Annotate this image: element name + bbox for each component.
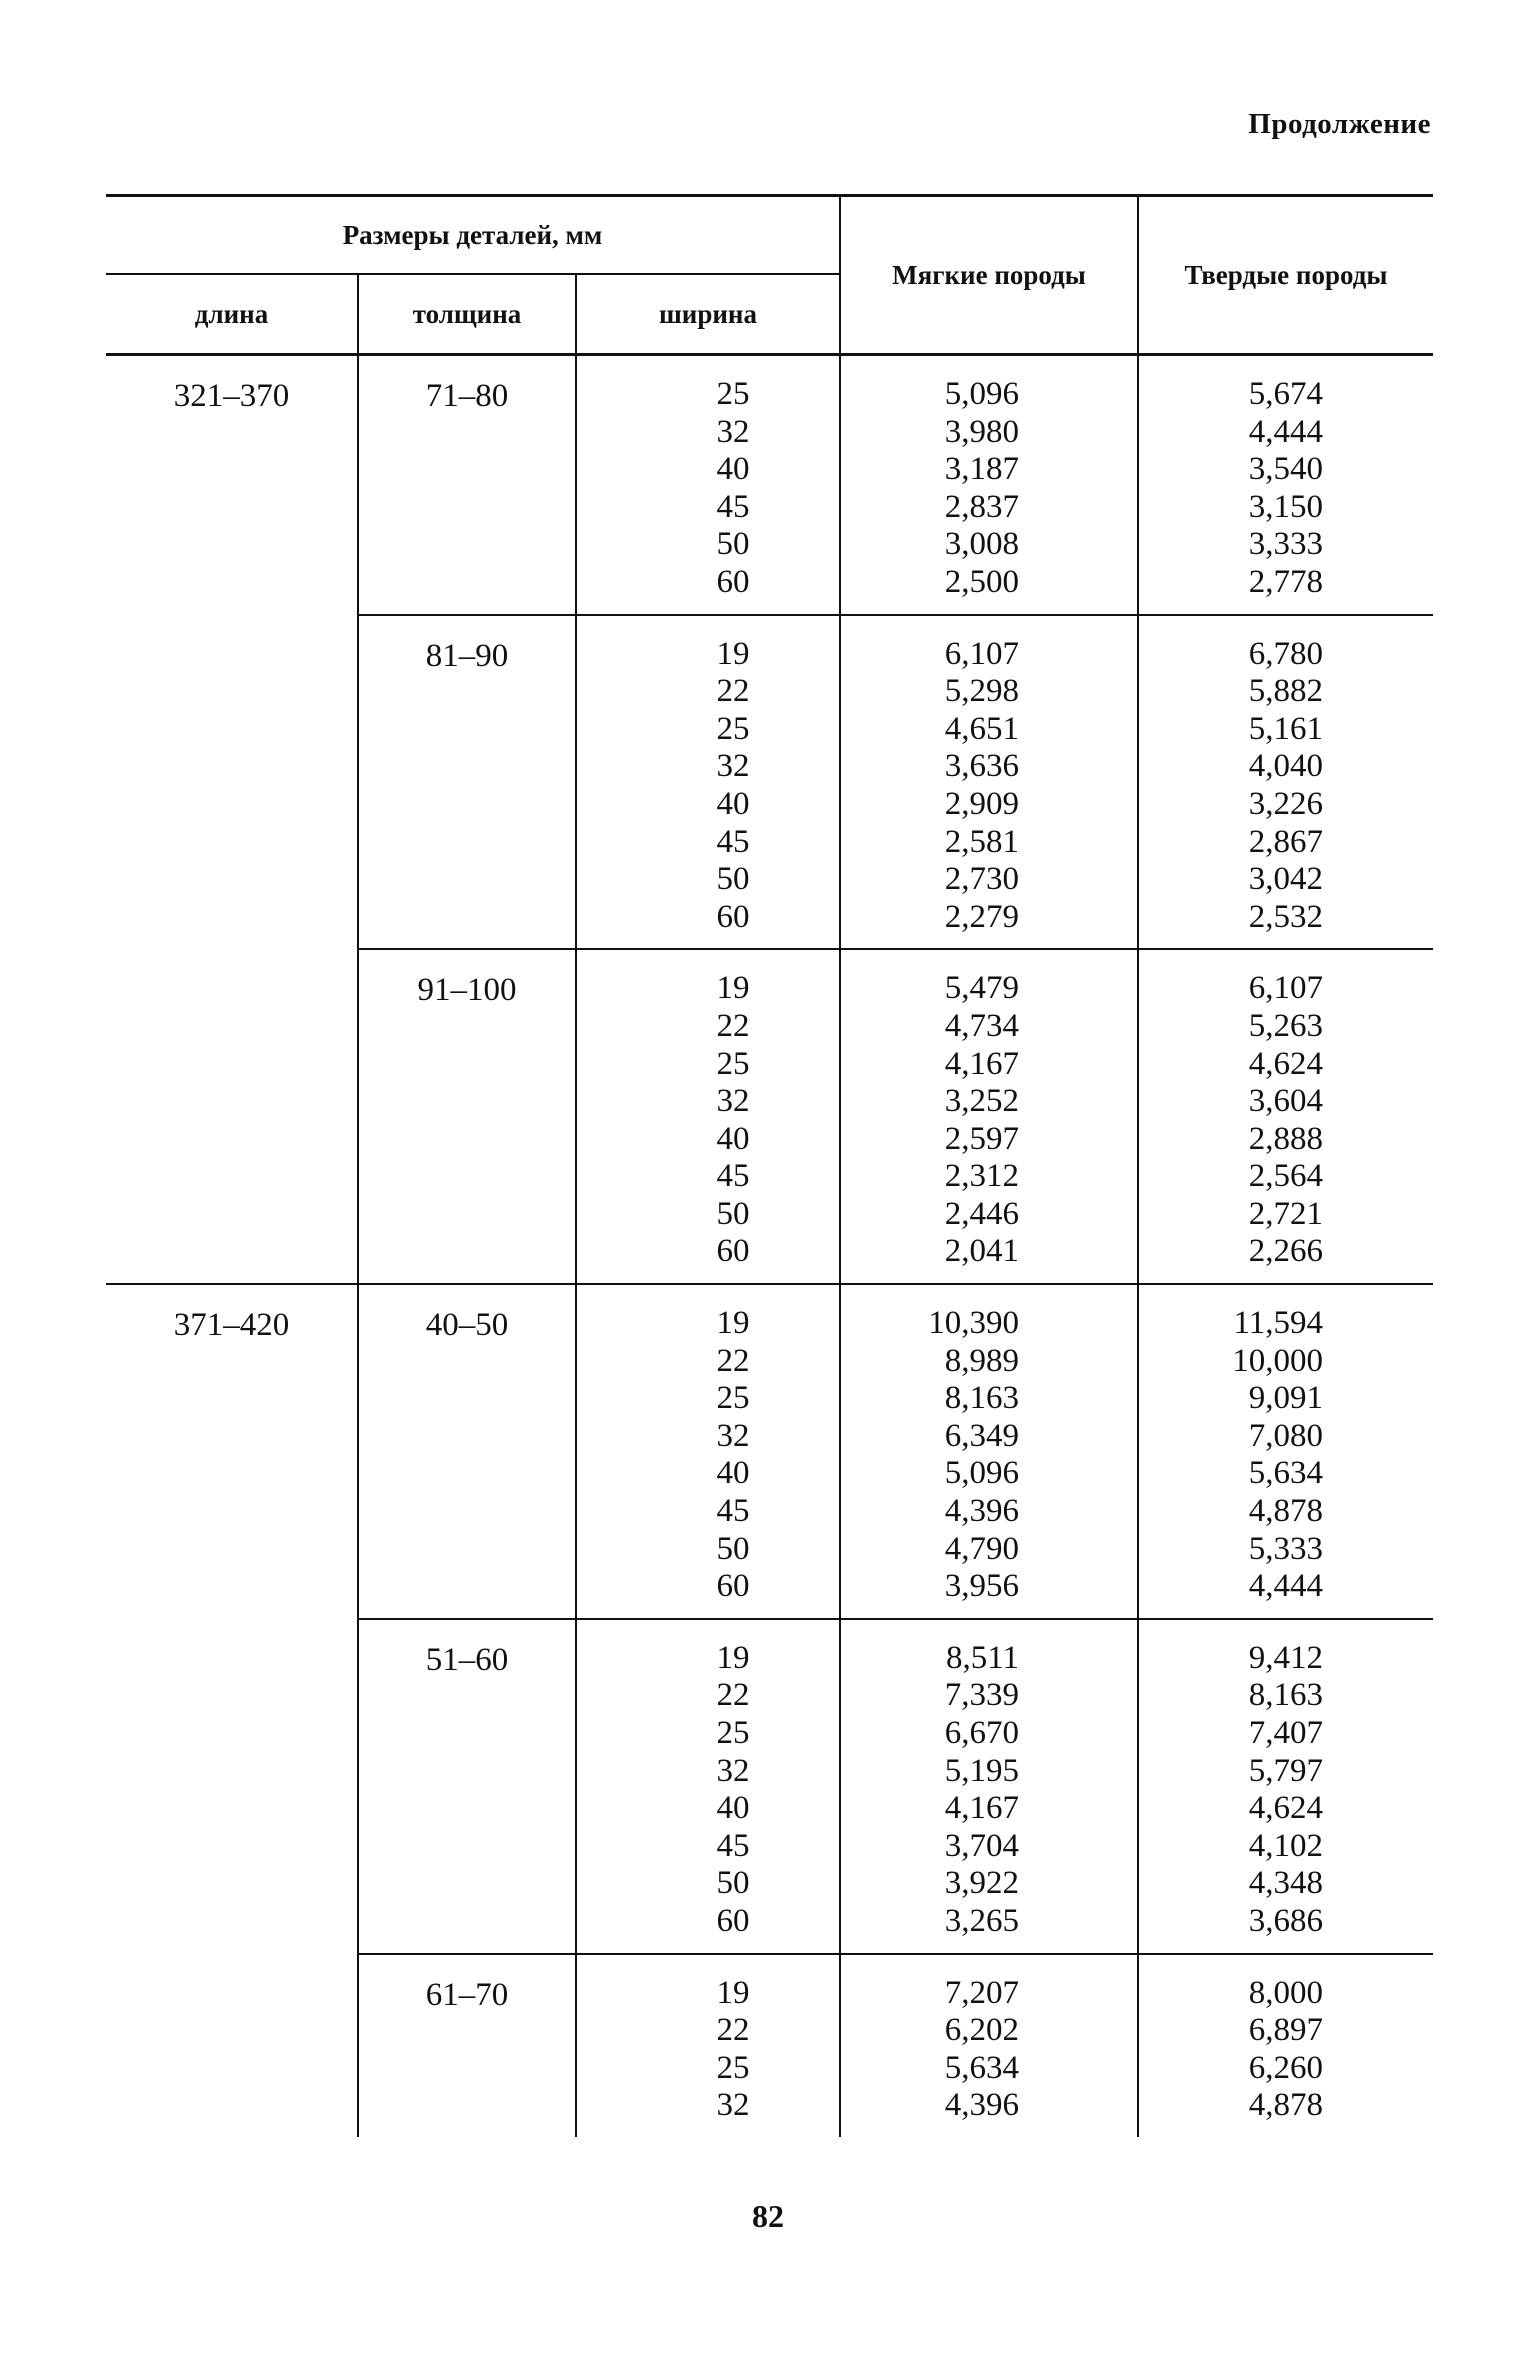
- width-value: 45: [716, 1158, 750, 1195]
- hardwood-value: 2,266: [1248, 1233, 1323, 1270]
- width-value: 50: [716, 1530, 750, 1567]
- hardwood-value: 4,624: [1248, 1790, 1323, 1827]
- thickness-cell: 40–50: [358, 1284, 576, 1619]
- hardwood-value: 6,107: [1248, 970, 1323, 1007]
- softwood-cell: [840, 949, 1138, 1284]
- width-cell: [576, 1619, 840, 1954]
- width-value: 22: [716, 1342, 750, 1379]
- hardwood-value: 7,080: [1248, 1417, 1323, 1454]
- width-value: 60: [716, 1902, 750, 1939]
- softwood-value: 5,634: [944, 2049, 1019, 2086]
- thickness-cell: 71–80: [358, 355, 576, 615]
- width-value: 25: [716, 1715, 750, 1751]
- softwood-value: 3,265: [944, 1902, 1019, 1939]
- hardwood-value: 5,161: [1248, 710, 1323, 747]
- hardwood-value: 3,042: [1248, 861, 1323, 898]
- part-dimensions-header: Размеры деталей, мм: [106, 196, 840, 275]
- hardwood-value: 2,532: [1248, 898, 1323, 935]
- width-value: 32: [716, 2087, 750, 2124]
- width-value: 45: [716, 488, 750, 525]
- width-value: 60: [716, 898, 750, 935]
- hardwood-value: 9,091: [1248, 1380, 1323, 1417]
- width-value: 22: [716, 1007, 750, 1044]
- page-number: 82: [752, 2198, 784, 2234]
- width-value: 22: [716, 673, 750, 710]
- hardwood-value: 5,674: [1248, 376, 1323, 412]
- hardwood-value: 2,778: [1248, 563, 1323, 600]
- hardwood-cell: [1138, 1954, 1433, 2137]
- softwood-value: 2,909: [944, 785, 1019, 822]
- width-value: 22: [716, 2012, 750, 2049]
- width-value: 45: [716, 1493, 750, 1530]
- softwood-value: 3,636: [944, 748, 1019, 785]
- softwood-value: 7,339: [944, 1677, 1019, 1714]
- width-value: 50: [716, 526, 750, 563]
- hardwood-value: 4,348: [1248, 1865, 1323, 1902]
- hardwood-value: 10,000: [1232, 1342, 1323, 1379]
- width-cell: [576, 1284, 840, 1619]
- thickness-header: толщина: [358, 274, 576, 355]
- softwood-value: 2,837: [944, 488, 1019, 525]
- hardwood-value: 4,878: [1248, 2087, 1323, 2124]
- softwood-value: 4,167: [944, 1790, 1019, 1827]
- dimensions-table: [106, 194, 1433, 2137]
- softwood-value: 6,670: [944, 1715, 1019, 1751]
- hardwood-value: 4,878: [1248, 1493, 1323, 1530]
- thickness-cell: 51–60: [358, 1619, 576, 1954]
- hardwood-value: 3,150: [1248, 488, 1323, 525]
- hardwood-value: 4,040: [1248, 748, 1323, 785]
- width-value: 50: [716, 1195, 750, 1232]
- softwood-value: 2,279: [944, 898, 1019, 935]
- softwood-value: 5,096: [944, 1455, 1019, 1492]
- softwood-value: 3,980: [944, 413, 1019, 450]
- width-cell: [576, 1954, 840, 2137]
- width-value: 50: [716, 861, 750, 898]
- softwood-value: 2,312: [944, 1158, 1019, 1195]
- softwood-value: 8,989: [944, 1342, 1019, 1379]
- hardwood-cell: [1138, 355, 1433, 615]
- width-value: 19: [716, 1305, 750, 1342]
- softwood-value: 3,187: [944, 451, 1019, 488]
- hardwood-value: 5,882: [1248, 673, 1323, 710]
- length-cell: 371–420: [106, 1284, 358, 2137]
- thickness-cell: 81–90: [358, 615, 576, 950]
- width-value: 50: [716, 1865, 750, 1902]
- softwood-value: 3,922: [944, 1865, 1019, 1902]
- width-value: 25: [716, 2049, 750, 2086]
- hardwood-value: 2,888: [1248, 1120, 1323, 1157]
- softwood-cell: [840, 615, 1138, 950]
- softwood-value: 4,734: [944, 1007, 1019, 1044]
- hardwood-value: 5,333: [1248, 1530, 1323, 1567]
- width-cell: [576, 355, 840, 615]
- width-cell: [576, 615, 840, 950]
- hardwood-value: 8,163: [1248, 1677, 1323, 1714]
- hardwood-value: 5,634: [1248, 1455, 1323, 1492]
- width-value: 25: [716, 710, 750, 747]
- softwood-value: 4,396: [944, 1493, 1019, 1530]
- softwood-value: 2,500: [944, 563, 1019, 600]
- softwood-value: 10,390: [928, 1305, 1019, 1342]
- width-value: 32: [716, 748, 750, 785]
- softwood-value: 5,096: [944, 376, 1019, 412]
- hardwood-value: 2,867: [1248, 823, 1323, 860]
- width-value: 40: [716, 451, 750, 488]
- width-value: 22: [716, 1677, 750, 1714]
- hardwood-cell: [1138, 615, 1433, 950]
- width-value: 25: [716, 1045, 750, 1082]
- softwood-cell: [840, 1284, 1138, 1619]
- hardwood-value: 9,412: [1248, 1639, 1323, 1676]
- softwood-value: 5,298: [944, 673, 1019, 710]
- softwood-value: 4,396: [944, 2087, 1019, 2124]
- length-cell: 321–370: [173, 378, 290, 414]
- softwood-value: 8,511: [945, 1639, 1019, 1676]
- hardwood-header: Твердые породы: [1138, 196, 1433, 355]
- width-value: 19: [716, 635, 750, 672]
- length-header: длина: [106, 274, 358, 355]
- softwood-value: 7,207: [944, 1974, 1019, 2011]
- width-value: 60: [716, 1233, 750, 1270]
- width-value: 45: [716, 823, 750, 860]
- softwood-value: 6,349: [944, 1417, 1019, 1454]
- table-body: [106, 355, 1433, 2137]
- softwood-value: 5,195: [944, 1752, 1019, 1789]
- hardwood-value: 4,444: [1248, 413, 1323, 450]
- hardwood-value: 8,000: [1248, 1974, 1323, 2011]
- continuation-label: Продолжение: [1248, 108, 1431, 140]
- softwood-value: 4,167: [944, 1045, 1019, 1082]
- hardwood-value: 3,686: [1248, 1902, 1323, 1939]
- width-value: 32: [716, 1417, 750, 1454]
- width-value: 19: [716, 1974, 750, 2011]
- hardwood-value: 5,263: [1248, 1007, 1323, 1044]
- thickness-cell: 91–100: [358, 949, 576, 1284]
- softwood-value: 3,704: [944, 1827, 1019, 1864]
- hardwood-value: 7,407: [1248, 1715, 1323, 1751]
- softwood-value: 4,651: [944, 710, 1019, 747]
- width-value: 40: [716, 1455, 750, 1492]
- width-value: 45: [716, 1827, 750, 1864]
- hardwood-value: 2,721: [1248, 1195, 1323, 1232]
- hardwood-value: 11,594: [1233, 1305, 1323, 1342]
- softwood-value: 8,163: [944, 1380, 1019, 1417]
- softwood-value: 2,597: [944, 1120, 1019, 1157]
- hardwood-value: 2,564: [1248, 1158, 1323, 1195]
- hardwood-value: 3,604: [1248, 1083, 1323, 1120]
- hardwood-cell: [1138, 1619, 1433, 1954]
- width-value: 32: [716, 413, 750, 450]
- softwood-value: 2,730: [944, 861, 1019, 898]
- softwood-value: 3,956: [944, 1568, 1019, 1605]
- width-value: 40: [716, 1120, 750, 1157]
- hardwood-value: 6,780: [1248, 635, 1323, 672]
- softwood-value: 2,446: [944, 1195, 1019, 1232]
- softwood-cell: [840, 355, 1138, 615]
- hardwood-value: 3,540: [1248, 451, 1323, 488]
- softwood-value: 4,790: [944, 1530, 1019, 1567]
- hardwood-value: 5,797: [1248, 1752, 1323, 1789]
- softwood-value: 6,107: [944, 635, 1019, 672]
- softwood-value: 5,479: [944, 970, 1019, 1007]
- hardwood-value: 4,624: [1248, 1045, 1323, 1082]
- width-value: 40: [716, 785, 750, 822]
- softwood-value: 3,008: [944, 526, 1019, 563]
- width-value: 25: [716, 1380, 750, 1417]
- hardwood-value: 3,333: [1248, 526, 1323, 563]
- width-value: 40: [716, 1790, 750, 1827]
- width-value: 60: [716, 1568, 750, 1605]
- width-value: 19: [716, 970, 750, 1007]
- width-value: 32: [716, 1752, 750, 1789]
- width-value: 25: [716, 376, 750, 412]
- softwood-value: 2,041: [944, 1233, 1019, 1270]
- width-value: 60: [716, 563, 750, 600]
- width-cell: [576, 949, 840, 1284]
- softwood-cell: [840, 1954, 1138, 2137]
- width-value: 32: [716, 1083, 750, 1120]
- hardwood-value: 4,444: [1248, 1568, 1323, 1605]
- hardwood-value: 3,226: [1248, 785, 1323, 822]
- width-header: ширина: [576, 274, 840, 355]
- dimensions-table-wrapper: [106, 194, 1433, 2137]
- thickness-cell: 61–70: [358, 1954, 576, 2137]
- hardwood-value: 6,897: [1248, 2012, 1323, 2049]
- softwood-header: Мягкие породы: [840, 196, 1138, 355]
- softwood-value: 6,202: [944, 2012, 1019, 2049]
- hardwood-value: 6,260: [1248, 2049, 1323, 2086]
- hardwood-value: 4,102: [1248, 1827, 1323, 1864]
- table-row: [106, 355, 1433, 615]
- hardwood-cell: [1138, 949, 1433, 1284]
- softwood-cell: [840, 1619, 1138, 1954]
- softwood-value: 2,581: [944, 823, 1019, 860]
- width-value: 19: [716, 1639, 750, 1676]
- table-row: [106, 1284, 1433, 1619]
- hardwood-cell: [1138, 1284, 1433, 1619]
- softwood-value: 3,252: [944, 1083, 1019, 1120]
